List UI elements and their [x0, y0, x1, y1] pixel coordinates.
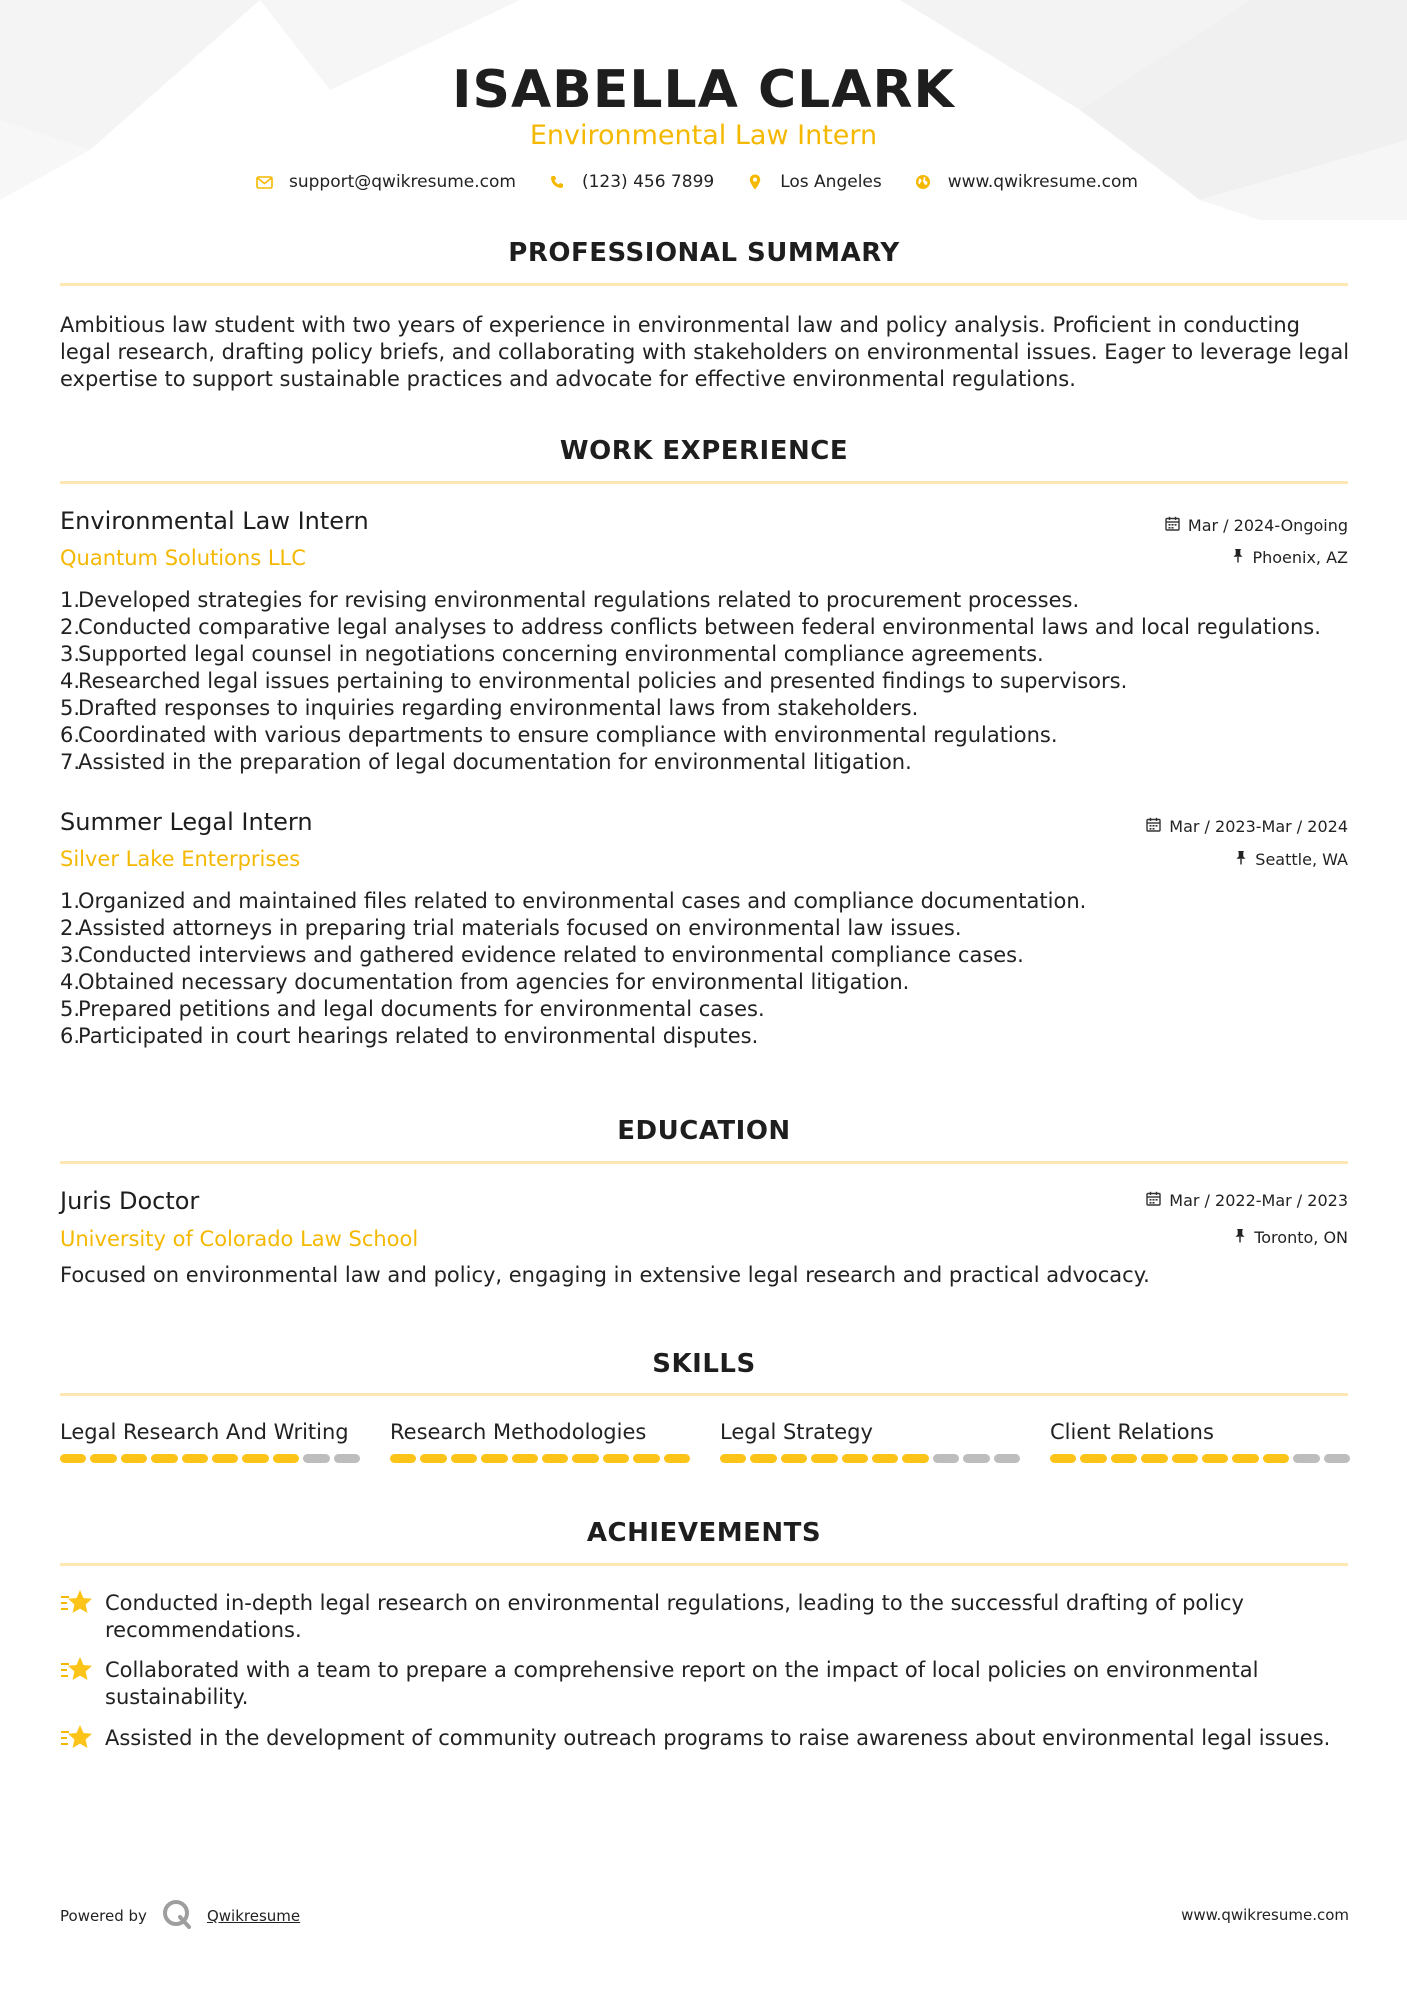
rating-dot-filled	[603, 1454, 629, 1463]
skill-rating	[1050, 1454, 1350, 1463]
education-heading: EDUCATION	[617, 1116, 791, 1146]
calendar-icon	[1146, 817, 1161, 836]
rating-dot-filled	[273, 1454, 299, 1463]
rating-dot-filled	[481, 1454, 507, 1463]
skill-rating	[720, 1454, 1020, 1463]
rating-dot-filled	[542, 1454, 568, 1463]
contact-email-text: support@qwikresume.com	[289, 172, 516, 192]
contact-bar	[0, 172, 1407, 192]
location-pin-icon	[746, 173, 764, 191]
list-item: 6. Coordinated with various departments to ensure compliance with environmental regulations.	[60, 723, 1058, 747]
job-location	[1235, 850, 1348, 869]
rating-dot-filled	[1263, 1454, 1289, 1463]
rating-dot-filled	[242, 1454, 268, 1463]
experience-heading: WORK EXPERIENCE	[559, 436, 849, 466]
list-item: 4. Obtained necessary documentation from agencies for environmental litigation.	[60, 970, 910, 994]
job-location	[1232, 548, 1348, 567]
education-description: Focused on environmental law and policy, engaging in extensive legal research and practical advocacy.	[60, 1263, 1150, 1287]
list-item: 1. Developed strategies for revising environmental regulations related to procurement processes.	[60, 588, 1080, 612]
rating-dot-filled	[842, 1454, 868, 1463]
achievements-divider	[60, 1563, 1348, 1566]
job-dates	[1165, 516, 1348, 535]
summary-heading: PROFESSIONAL SUMMARY	[508, 238, 900, 268]
contact-email[interactable]	[255, 172, 516, 192]
rating-dot-filled	[572, 1454, 598, 1463]
list-item: 3. Supported legal counsel in negotiations concerning environmental compliance agreements.	[60, 642, 1044, 666]
phone-icon	[548, 173, 566, 191]
contact-website[interactable]	[914, 172, 1138, 192]
skill-item	[1050, 1420, 1350, 1463]
candidate-name: ISABELLA CLARK	[452, 60, 955, 120]
calendar-icon	[1146, 1191, 1161, 1210]
rating-dot-filled	[60, 1454, 86, 1463]
rating-dot-filled	[750, 1454, 776, 1463]
qwikresume-logo-icon	[161, 1898, 193, 1934]
rating-dot-filled	[1111, 1454, 1137, 1463]
contact-location-text: Los Angeles	[780, 172, 882, 192]
skill-name: Research Methodologies	[390, 1420, 647, 1444]
list-item: 2. Conducted comparative legal analyses to address conflicts between federal environmental laws and local regulations.	[60, 615, 1321, 639]
candidate-title: Environmental Law Intern	[529, 120, 878, 151]
job-duties-list	[60, 587, 1360, 776]
rating-dot-filled	[151, 1454, 177, 1463]
skill-rating	[60, 1454, 360, 1463]
list-item: 7. Assisted in the preparation of legal documentation for environmental litigation.	[60, 750, 912, 774]
rating-dot-empty	[1293, 1454, 1319, 1463]
company-name: Silver Lake Enterprises	[60, 847, 301, 871]
list-item: 5. Prepared petitions and legal documents for environmental cases.	[60, 997, 765, 1021]
job-dates-text: Mar / 2024-Ongoing	[1187, 516, 1348, 535]
list-item: 1. Organized and maintained files related to environmental cases and compliance documentation.	[60, 889, 1087, 913]
rating-dot-filled	[1202, 1454, 1228, 1463]
achievement-item	[60, 1725, 1350, 1753]
job-location-text: Seattle, WA	[1255, 850, 1348, 869]
rating-dot-filled	[212, 1454, 238, 1463]
rating-dot-filled	[512, 1454, 538, 1463]
skill-rating	[390, 1454, 690, 1463]
skill-item	[60, 1420, 360, 1463]
rating-dot-empty	[1324, 1454, 1350, 1463]
company-name: Quantum Solutions LLC	[60, 546, 306, 570]
rating-dot-filled	[872, 1454, 898, 1463]
rating-dot-filled	[1080, 1454, 1106, 1463]
rating-dot-filled	[451, 1454, 477, 1463]
skill-name: Legal Strategy	[720, 1420, 873, 1444]
rating-dot-empty	[994, 1454, 1020, 1463]
list-item: 3. Conducted interviews and gathered evidence related to environmental compliance cases.	[60, 943, 1024, 967]
job-duties-list	[60, 888, 1360, 1050]
star-badge-icon	[60, 1588, 94, 1618]
star-badge-icon	[60, 1723, 94, 1753]
rating-dot-filled	[811, 1454, 837, 1463]
summary-divider	[60, 283, 1348, 286]
pushpin-icon	[1234, 1228, 1246, 1247]
summary-text: Ambitious law student with two years of experience in environmental law and policy analysis. Proficient in conducting legal research, drafting policy briefs, and collaborating with stakeholders on environmental issues. Eager to leverage legal expertise to support sustainable practices and advocate for effective environmental regulations.	[60, 313, 1350, 391]
skill-name: Legal Research And Writing	[60, 1420, 349, 1444]
job-location-text: Phoenix, AZ	[1252, 548, 1348, 567]
rating-dot-filled	[902, 1454, 928, 1463]
footer-branding	[60, 1898, 300, 1934]
star-badge-icon	[60, 1655, 94, 1685]
contact-location	[746, 172, 882, 192]
list-item: 2. Assisted attorneys in preparing trial materials focused on environmental law issues.	[60, 916, 962, 940]
rating-dot-empty	[303, 1454, 329, 1463]
calendar-icon	[1165, 516, 1180, 535]
contact-phone[interactable]	[548, 172, 714, 192]
powered-by-label: Powered by	[60, 1907, 147, 1925]
rating-dot-filled	[420, 1454, 446, 1463]
rating-dot-filled	[1172, 1454, 1198, 1463]
rating-dot-filled	[664, 1454, 690, 1463]
degree-title: Juris Doctor	[60, 1187, 200, 1215]
achievement-text: Assisted in the development of community outreach programs to raise awareness about environmental legal issues.	[105, 1726, 1331, 1750]
education-dates	[1146, 1191, 1348, 1210]
skill-item	[390, 1420, 690, 1463]
job-dates	[1146, 817, 1348, 836]
contact-phone-text: (123) 456 7899	[581, 172, 715, 192]
envelope-icon	[255, 173, 273, 191]
rating-dot-filled	[781, 1454, 807, 1463]
list-item: 4. Researched legal issues pertaining to environmental policies and presented findings to supervisors.	[60, 669, 1128, 693]
achievement-text: Conducted in-depth legal research on environmental regulations, leading to the successful drafting of policy recommendations.	[105, 1591, 1244, 1642]
footer-website-link[interactable]: www.qwikresume.com	[1181, 1906, 1349, 1924]
skill-name: Client Relations	[1050, 1420, 1214, 1444]
job-title: Summer Legal Intern	[60, 808, 313, 836]
rating-dot-empty	[963, 1454, 989, 1463]
achievements-heading: ACHIEVEMENTS	[586, 1518, 822, 1548]
education-location-text: Toronto, ON	[1254, 1228, 1348, 1247]
education-location	[1234, 1228, 1348, 1247]
education-divider	[60, 1161, 1348, 1164]
rating-dot-filled	[121, 1454, 147, 1463]
rating-dot-filled	[720, 1454, 746, 1463]
skills-divider	[60, 1393, 1348, 1396]
achievement-item	[60, 1590, 1350, 1644]
rating-dot-filled	[182, 1454, 208, 1463]
skills-grid	[60, 1420, 1350, 1463]
education-dates-text: Mar / 2022-Mar / 2023	[1169, 1191, 1348, 1210]
achievement-text: Collaborated with a team to prepare a comprehensive report on the impact of local policies on environmental sustainability.	[105, 1658, 1259, 1709]
contact-website-text: www.qwikresume.com	[947, 172, 1138, 192]
job-dates-text: Mar / 2023-Mar / 2024	[1169, 817, 1348, 836]
job-title: Environmental Law Intern	[60, 507, 369, 535]
list-item: 5. Drafted responses to inquiries regarding environmental laws from stakeholders.	[60, 696, 919, 720]
skills-heading: SKILLS	[652, 1349, 756, 1379]
rating-dot-filled	[90, 1454, 116, 1463]
pushpin-icon	[1232, 548, 1244, 567]
rating-dot-filled	[1232, 1454, 1258, 1463]
rating-dot-filled	[390, 1454, 416, 1463]
rating-dot-filled	[1141, 1454, 1167, 1463]
achievement-item	[60, 1657, 1350, 1711]
pushpin-icon	[1235, 850, 1247, 869]
rating-dot-filled	[1050, 1454, 1076, 1463]
rating-dot-empty	[933, 1454, 959, 1463]
globe-icon	[914, 173, 932, 191]
skill-item	[720, 1420, 1020, 1463]
school-name: University of Colorado Law School	[60, 1227, 419, 1251]
list-item: 6. Participated in court hearings related to environmental disputes.	[60, 1024, 759, 1048]
experience-divider	[60, 481, 1348, 484]
rating-dot-empty	[334, 1454, 360, 1463]
rating-dot-filled	[633, 1454, 659, 1463]
qwikresume-link[interactable]: Qwikresume	[206, 1907, 301, 1925]
